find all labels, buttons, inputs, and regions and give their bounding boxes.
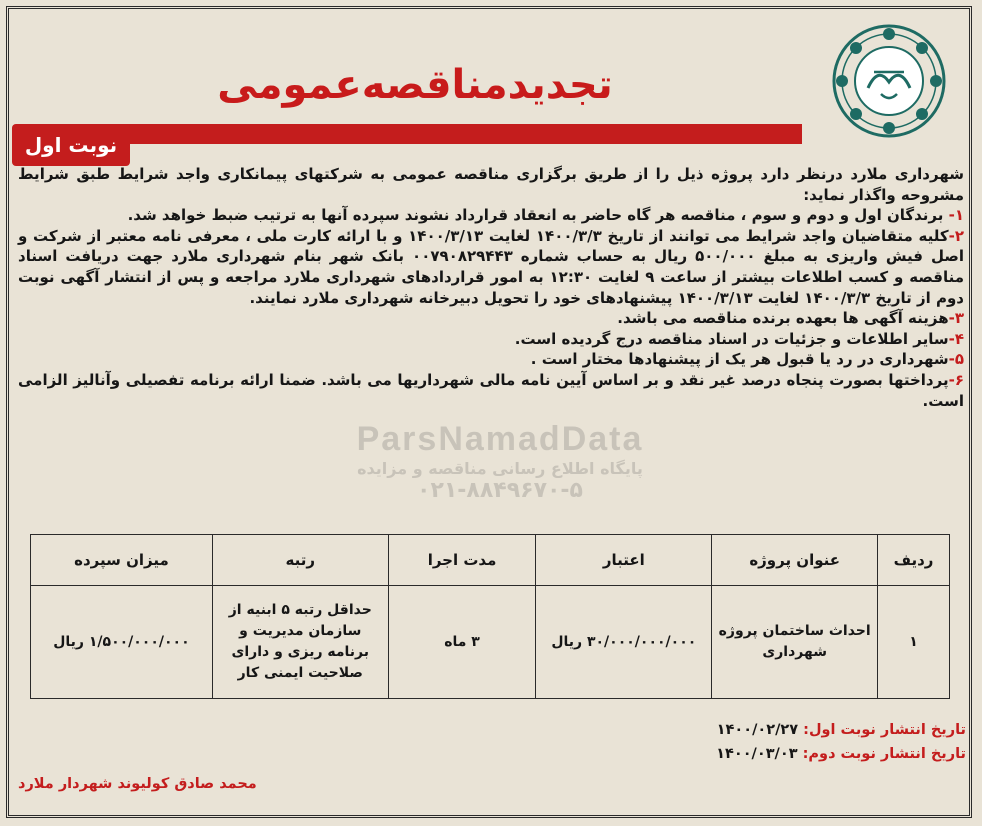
second-publication-label: تاریخ انتشار نوبت دوم:	[802, 746, 966, 762]
second-publication-date: ۱۴۰۰/۰۳/۰۳	[716, 746, 798, 762]
watermark-phone: ۰۲۱-۸۸۴۹۶۷۰-۵	[417, 478, 583, 503]
round-badge: نوبت اول	[12, 124, 130, 166]
watermark-line: پایگاه اطلاع رسانی مناقصه و مزایده	[357, 459, 643, 478]
notice-item	[18, 370, 964, 411]
deposit-cell: ۱/۵۰۰/۰۰۰/۰۰۰ ریال	[31, 586, 213, 699]
mayor-signature: محمد صادق کولیوند شهردار ملارد	[18, 776, 257, 792]
project-title-cell: احداث ساختمان پروژه شهرداری	[712, 586, 878, 699]
item-number: ۵-	[948, 350, 964, 369]
item-number: ۲-	[948, 226, 964, 245]
column-header: ردیف	[878, 535, 950, 586]
tender-table	[30, 534, 950, 699]
first-publication-label: تاریخ انتشار نوبت اول:	[803, 722, 966, 738]
column-header: مدت اجرا	[388, 535, 536, 586]
notice-intro: شهرداری ملارد درنظر دارد پروژه ذیل را از طریق برگزاری مناقصه عمومی به شرکتهای پیمانکاری واجد شرایط طبق شرایط مشروحه واگذار نماید:	[18, 165, 964, 204]
notice-item	[18, 226, 964, 308]
item-number: ۶-	[948, 370, 964, 389]
notice-item	[18, 329, 964, 350]
notice-title: تجدیدمناقصه‌عمومی	[217, 62, 613, 108]
item-text: هزینه آگهی ها بعهده برنده مناقصه می باشد.	[617, 309, 949, 328]
municipality-emblem-icon	[826, 22, 952, 140]
column-header: رتبه	[212, 535, 388, 586]
watermark-brand: ParsNamadData	[356, 420, 644, 458]
first-publication-date: ۱۴۰۰/۰۲/۲۷	[716, 722, 799, 738]
column-header: عنوان پروژه	[712, 535, 878, 586]
item-number: ۴-	[948, 329, 964, 348]
publication-dates	[586, 718, 966, 766]
budget-cell: ۳۰/۰۰۰/۰۰۰/۰۰۰ ریال	[536, 586, 712, 699]
row-number-cell: ۱	[878, 586, 950, 699]
table-row	[31, 586, 950, 699]
item-text: پرداختها بصورت پنجاه درصد غیر نقد و بر اساس آیین نامه مالی شهرداریها می باشد. ضمنا ارائه برنامه تفصیلی وآنالیز الزامی است.	[18, 370, 964, 410]
first-publication	[586, 718, 966, 742]
item-text: شهرداری در رد یا قبول هر یک از پیشنهادها مختار است .	[530, 350, 949, 369]
table-header-row	[31, 535, 950, 586]
notice-body	[18, 164, 964, 411]
column-header: اعتبار	[536, 535, 712, 586]
second-publication	[586, 742, 966, 766]
notice-item	[18, 349, 964, 370]
duration-cell: ۳ ماه	[388, 586, 536, 699]
notice-item	[18, 205, 964, 226]
grade-cell: حداقل رتبه ۵ ابنیه از سازمان مدیریت و برنامه ریزی و دارای صلاحیت ایمنی کار	[212, 586, 388, 699]
notice-item	[18, 308, 964, 329]
title-underline-bar	[60, 124, 802, 144]
item-text: کلیه متقاضیان واجد شرایط می توانند از تاریخ ۱۴۰۰/۳/۳ لغایت ۱۴۰۰/۳/۱۳ و با ارائه کارت ملی ، معرفی نامه معتبر از شرکت و اصل فیش واریزی به مبلغ ۵۰۰/۰۰۰ ریال به حساب شماره ۰۰۷۹۰۸۲۹۴۴۳ بانک شهر بنام شهرداری ملارد جهت دریافت اسناد مناقصه و کسب اطلاعات بیشتر از ساعت ۹ لغایت ۱۲:۳۰ به امور قراردادهای شهرداری ملارد مراجعه و پس از انتشار آگهی نوبت دوم از تاریخ ۱۴۰۰/۳/۳ لغایت ۱۴۰۰/۳/۱۳ پیشنهادهای خود را تحویل دبیرخانه شهرداری ملارد نمایند.	[18, 226, 965, 307]
item-number: ۱-	[948, 206, 964, 225]
item-text: سایر اطلاعات و جزئیات در اسناد مناقصه درج گردیده است.	[514, 329, 949, 348]
column-header: میزان سپرده	[31, 535, 213, 586]
item-text: برندگان اول و دوم و سوم ، مناقصه هر گاه حاضر به انعقاد قرارداد نشوند سپرده آنها به ترتیب ضبط خواهد شد.	[127, 206, 949, 225]
item-number: ۳-	[948, 309, 964, 328]
